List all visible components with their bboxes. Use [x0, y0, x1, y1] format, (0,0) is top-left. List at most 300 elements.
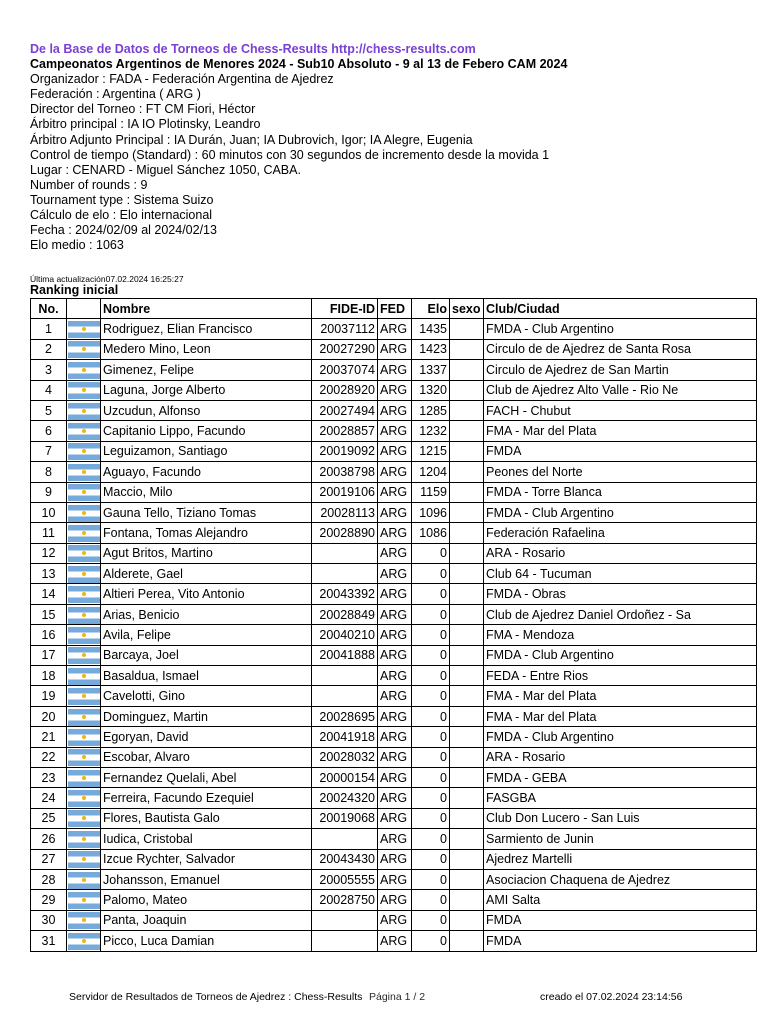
argentina-flag-icon	[68, 627, 100, 644]
cell-no: 18	[31, 666, 67, 686]
cell-club: Circulo de de Ajedrez de Santa Rosa	[484, 339, 757, 359]
cell-club: FMDA - Club Argentino	[484, 727, 757, 747]
cell-sexo	[450, 849, 484, 869]
cell-flag	[67, 584, 101, 604]
cell-flag	[67, 543, 101, 563]
cell-club: FMA - Mar del Plata	[484, 706, 757, 726]
cell-flag	[67, 910, 101, 930]
argentina-flag-icon	[68, 709, 100, 726]
cell-flag	[67, 767, 101, 787]
cell-name: Palomo, Mateo	[101, 890, 312, 910]
cell-flag	[67, 421, 101, 441]
cell-no: 1	[31, 319, 67, 339]
site-link-line[interactable]: De la Base de Datos de Torneos de Chess-Results http://chess-results.com	[30, 42, 476, 56]
argentina-flag-icon	[68, 586, 100, 603]
cell-flag	[67, 441, 101, 461]
cell-club: Club Don Lucero - San Luis	[484, 808, 757, 828]
cell-fide-id: 20041888	[312, 645, 378, 665]
cell-sexo	[450, 523, 484, 543]
table-row	[31, 543, 757, 563]
tournament-title: Campeonatos Argentinos de Menores 2024 - Sub10 Absoluto - 9 al 13 de Febero CAM 2024	[30, 57, 568, 72]
cell-elo: 0	[412, 869, 450, 889]
section-title: Ranking inicial	[30, 283, 119, 297]
cell-flag	[67, 523, 101, 543]
cell-club: FMDA	[484, 910, 757, 930]
cell-sexo	[450, 808, 484, 828]
cell-name: Iudica, Cristobal	[101, 829, 312, 849]
info-time-control: Control de tiempo (Standard) : 60 minutos con 30 segundos de incremento desde la movida 1	[30, 147, 550, 162]
table-row	[31, 625, 757, 645]
cell-flag	[67, 849, 101, 869]
cell-fed: ARG	[378, 502, 412, 522]
cell-sexo	[450, 686, 484, 706]
cell-club: Ajedrez Martelli	[484, 849, 757, 869]
cell-sexo	[450, 869, 484, 889]
cell-sexo	[450, 482, 484, 502]
cell-flag	[67, 706, 101, 726]
cell-sexo	[450, 584, 484, 604]
cell-elo: 1204	[412, 462, 450, 482]
table-row	[31, 686, 757, 706]
cell-name: Uzcudun, Alfonso	[101, 400, 312, 420]
cell-sexo	[450, 767, 484, 787]
cell-no: 28	[31, 869, 67, 889]
table-row	[31, 747, 757, 767]
cell-name: Leguizamon, Santiago	[101, 441, 312, 461]
table-row	[31, 767, 757, 787]
last-update: Última actualización07.02.2024 16:25:27	[30, 274, 184, 284]
cell-no: 20	[31, 706, 67, 726]
cell-elo: 1159	[412, 482, 450, 502]
cell-fide-id: 20028890	[312, 523, 378, 543]
argentina-flag-icon	[68, 810, 100, 827]
table-row	[31, 400, 757, 420]
cell-fide-id: 20038798	[312, 462, 378, 482]
cell-name: Flores, Bautista Galo	[101, 808, 312, 828]
cell-elo: 1320	[412, 380, 450, 400]
cell-fide-id	[312, 910, 378, 930]
cell-fed: ARG	[378, 360, 412, 380]
info-elo-calculation: Cálculo de elo : Elo internacional	[30, 208, 213, 223]
cell-flag	[67, 482, 101, 502]
cell-sexo	[450, 400, 484, 420]
cell-club: Asociacion Chaquena de Ajedrez	[484, 869, 757, 889]
cell-name: Fernandez Quelali, Abel	[101, 767, 312, 787]
cell-elo: 0	[412, 910, 450, 930]
argentina-flag-icon	[68, 668, 100, 685]
table-row	[31, 564, 757, 584]
cell-club: AMI Salta	[484, 890, 757, 910]
cell-flag	[67, 788, 101, 808]
cell-fed: ARG	[378, 462, 412, 482]
cell-no: 25	[31, 808, 67, 828]
cell-elo: 0	[412, 564, 450, 584]
cell-name: Maccio, Milo	[101, 482, 312, 502]
cell-elo: 0	[412, 604, 450, 624]
cell-name: Medero Mino, Leon	[101, 339, 312, 359]
cell-name: Cavelotti, Gino	[101, 686, 312, 706]
cell-name: Picco, Luca Damian	[101, 931, 312, 951]
cell-fide-id	[312, 564, 378, 584]
cell-no: 27	[31, 849, 67, 869]
cell-fed: ARG	[378, 747, 412, 767]
cell-fed: ARG	[378, 767, 412, 787]
cell-fide-id: 20000154	[312, 767, 378, 787]
table-row	[31, 849, 757, 869]
table-row	[31, 645, 757, 665]
cell-fide-id	[312, 543, 378, 563]
argentina-flag-icon	[68, 770, 100, 787]
cell-sexo	[450, 625, 484, 645]
col-header-club: Club/Ciudad	[484, 299, 757, 319]
info-date: Fecha : 2024/02/09 al 2024/02/13	[30, 223, 217, 238]
cell-club: FMDA - Torre Blanca	[484, 482, 757, 502]
argentina-flag-icon	[68, 892, 100, 909]
cell-sexo	[450, 339, 484, 359]
cell-no: 21	[31, 727, 67, 747]
cell-elo: 1285	[412, 400, 450, 420]
cell-no: 12	[31, 543, 67, 563]
cell-name: Escobar, Alvaro	[101, 747, 312, 767]
cell-no: 23	[31, 767, 67, 787]
table-row	[31, 910, 757, 930]
cell-flag	[67, 462, 101, 482]
table-row	[31, 441, 757, 461]
footer-page-number: Página 1 / 2	[369, 991, 426, 1003]
argentina-flag-icon	[68, 505, 100, 522]
cell-elo: 0	[412, 788, 450, 808]
cell-elo: 0	[412, 543, 450, 563]
cell-name: Izcue Rychter, Salvador	[101, 849, 312, 869]
cell-no: 14	[31, 584, 67, 604]
cell-flag	[67, 380, 101, 400]
argentina-flag-icon	[68, 403, 100, 420]
table-row	[31, 523, 757, 543]
argentina-flag-icon	[68, 545, 100, 562]
table-row	[31, 727, 757, 747]
cell-fide-id: 20037074	[312, 360, 378, 380]
table-row	[31, 706, 757, 726]
cell-fed: ARG	[378, 319, 412, 339]
cell-no: 24	[31, 788, 67, 808]
cell-flag	[67, 339, 101, 359]
cell-elo: 1086	[412, 523, 450, 543]
cell-sexo	[450, 788, 484, 808]
cell-elo: 1423	[412, 339, 450, 359]
argentina-flag-icon	[68, 362, 100, 379]
cell-elo: 0	[412, 625, 450, 645]
argentina-flag-icon	[68, 688, 100, 705]
cell-sexo	[450, 441, 484, 461]
cell-club: Circulo de Ajedrez de San Martin	[484, 360, 757, 380]
cell-fide-id	[312, 686, 378, 706]
cell-no: 22	[31, 747, 67, 767]
cell-no: 17	[31, 645, 67, 665]
cell-sexo	[450, 604, 484, 624]
cell-club: ARA - Rosario	[484, 543, 757, 563]
cell-elo: 0	[412, 829, 450, 849]
info-organizer: Organizador : FADA - Federación Argentina de Ajedrez	[30, 72, 334, 87]
cell-no: 16	[31, 625, 67, 645]
cell-name: Laguna, Jorge Alberto	[101, 380, 312, 400]
cell-name: Gimenez, Felipe	[101, 360, 312, 380]
cell-name: Ferreira, Facundo Ezequiel	[101, 788, 312, 808]
cell-elo: 0	[412, 890, 450, 910]
argentina-flag-icon	[68, 341, 100, 358]
cell-no: 8	[31, 462, 67, 482]
cell-sexo	[450, 829, 484, 849]
cell-fide-id: 20043430	[312, 849, 378, 869]
argentina-flag-icon	[68, 566, 100, 583]
info-director: Director del Torneo : FT CM Fiori, Héctor	[30, 102, 256, 117]
cell-fed: ARG	[378, 441, 412, 461]
table-row	[31, 604, 757, 624]
cell-fed: ARG	[378, 339, 412, 359]
cell-elo: 0	[412, 645, 450, 665]
cell-fed: ARG	[378, 400, 412, 420]
cell-fed: ARG	[378, 869, 412, 889]
cell-fide-id: 20028032	[312, 747, 378, 767]
argentina-flag-icon	[68, 525, 100, 542]
cell-club: Peones del Norte	[484, 462, 757, 482]
cell-fed: ARG	[378, 482, 412, 502]
cell-sexo	[450, 931, 484, 951]
argentina-flag-icon	[68, 831, 100, 848]
table-row	[31, 421, 757, 441]
cell-no: 13	[31, 564, 67, 584]
argentina-flag-icon	[68, 749, 100, 766]
cell-elo: 1232	[412, 421, 450, 441]
argentina-flag-icon	[68, 321, 100, 338]
cell-fide-id: 20019106	[312, 482, 378, 502]
argentina-flag-icon	[68, 729, 100, 746]
cell-club: FMDA - Club Argentino	[484, 645, 757, 665]
cell-elo: 0	[412, 686, 450, 706]
footer-server-text: Servidor de Resultados de Torneos de Ajedrez : Chess-Results	[69, 991, 363, 1003]
ranking-table	[30, 298, 757, 952]
cell-club: FMDA - Club Argentino	[484, 502, 757, 522]
cell-fide-id: 20028113	[312, 502, 378, 522]
table-row	[31, 380, 757, 400]
cell-club: FMA - Mar del Plata	[484, 421, 757, 441]
cell-sexo	[450, 890, 484, 910]
cell-sexo	[450, 380, 484, 400]
cell-fide-id: 20028750	[312, 890, 378, 910]
cell-sexo	[450, 727, 484, 747]
cell-elo: 1096	[412, 502, 450, 522]
col-header-flag	[67, 299, 101, 319]
cell-name: Egoryan, David	[101, 727, 312, 747]
cell-elo: 0	[412, 727, 450, 747]
cell-fed: ARG	[378, 604, 412, 624]
argentina-flag-icon	[68, 647, 100, 664]
col-header-fide-id: FIDE-ID	[312, 299, 378, 319]
argentina-flag-icon	[68, 607, 100, 624]
cell-no: 6	[31, 421, 67, 441]
cell-name: Barcaya, Joel	[101, 645, 312, 665]
cell-club: ARA - Rosario	[484, 747, 757, 767]
cell-club: Club 64 - Tucuman	[484, 564, 757, 584]
cell-elo: 1435	[412, 319, 450, 339]
cell-no: 29	[31, 890, 67, 910]
cell-sexo	[450, 706, 484, 726]
cell-fide-id: 20019068	[312, 808, 378, 828]
table-row	[31, 788, 757, 808]
cell-flag	[67, 360, 101, 380]
cell-club: FACH - Chubut	[484, 400, 757, 420]
cell-fide-id: 20028857	[312, 421, 378, 441]
cell-fide-id: 20024320	[312, 788, 378, 808]
table-row	[31, 890, 757, 910]
cell-sexo	[450, 747, 484, 767]
table-row	[31, 829, 757, 849]
info-deputy-arbiters: Árbitro Adjunto Principal : IA Durán, Juan; IA Dubrovich, Igor; IA Alegre, Eugenia	[30, 132, 473, 147]
cell-sexo	[450, 421, 484, 441]
cell-fed: ARG	[378, 829, 412, 849]
cell-sexo	[450, 666, 484, 686]
cell-club: FMDA - Obras	[484, 584, 757, 604]
cell-fed: ARG	[378, 890, 412, 910]
cell-fide-id: 20040210	[312, 625, 378, 645]
cell-club: FMDA - Club Argentino	[484, 319, 757, 339]
cell-club: FASGBA	[484, 788, 757, 808]
cell-sexo	[450, 502, 484, 522]
cell-fide-id	[312, 931, 378, 951]
cell-elo: 0	[412, 931, 450, 951]
table-row	[31, 666, 757, 686]
cell-flag	[67, 747, 101, 767]
cell-fed: ARG	[378, 910, 412, 930]
cell-name: Gauna Tello, Tiziano Tomas	[101, 502, 312, 522]
cell-elo: 0	[412, 767, 450, 787]
argentina-flag-icon	[68, 443, 100, 460]
cell-no: 2	[31, 339, 67, 359]
cell-name: Fontana, Tomas Alejandro	[101, 523, 312, 543]
cell-flag	[67, 502, 101, 522]
cell-fed: ARG	[378, 523, 412, 543]
cell-fed: ARG	[378, 543, 412, 563]
argentina-flag-icon	[68, 933, 100, 950]
cell-elo: 0	[412, 584, 450, 604]
cell-club: FMA - Mendoza	[484, 625, 757, 645]
cell-name: Panta, Joaquin	[101, 910, 312, 930]
info-tournament-type: Tournament type : Sistema Suizo	[30, 192, 214, 207]
cell-fide-id	[312, 666, 378, 686]
cell-name: Basaldua, Ismael	[101, 666, 312, 686]
cell-club: Federación Rafaelina	[484, 523, 757, 543]
argentina-flag-icon	[68, 872, 100, 889]
cell-fed: ARG	[378, 686, 412, 706]
cell-no: 26	[31, 829, 67, 849]
cell-fide-id: 20041918	[312, 727, 378, 747]
table-row	[31, 869, 757, 889]
info-average-elo: Elo medio : 1063	[30, 238, 124, 253]
cell-fed: ARG	[378, 727, 412, 747]
cell-flag	[67, 604, 101, 624]
cell-no: 7	[31, 441, 67, 461]
cell-name: Altieri Perea, Vito Antonio	[101, 584, 312, 604]
cell-name: Capitanio Lippo, Facundo	[101, 421, 312, 441]
table-row	[31, 584, 757, 604]
cell-club: Club de Ajedrez Alto Valle - Rio Ne	[484, 380, 757, 400]
cell-elo: 0	[412, 706, 450, 726]
info-federation: Federación : Argentina ( ARG )	[30, 87, 201, 102]
argentina-flag-icon	[68, 851, 100, 868]
cell-elo: 0	[412, 849, 450, 869]
cell-club: Sarmiento de Junin	[484, 829, 757, 849]
cell-club: FMDA	[484, 441, 757, 461]
col-header-elo: Elo	[412, 299, 450, 319]
info-rounds: Number of rounds : 9	[30, 177, 148, 192]
cell-flag	[67, 890, 101, 910]
table-body	[31, 319, 757, 951]
cell-name: Johansson, Emanuel	[101, 869, 312, 889]
cell-fed: ARG	[378, 380, 412, 400]
cell-name: Rodriguez, Elian Francisco	[101, 319, 312, 339]
cell-fide-id: 20019092	[312, 441, 378, 461]
cell-no: 4	[31, 380, 67, 400]
cell-flag	[67, 931, 101, 951]
argentina-flag-icon	[68, 484, 100, 501]
info-venue: Lugar : CENARD - Miguel Sánchez 1050, CABA.	[30, 162, 301, 177]
cell-flag	[67, 645, 101, 665]
cell-fide-id: 20043392	[312, 584, 378, 604]
cell-no: 10	[31, 502, 67, 522]
cell-flag	[67, 625, 101, 645]
cell-club: FEDA - Entre Rios	[484, 666, 757, 686]
cell-name: Dominguez, Martin	[101, 706, 312, 726]
argentina-flag-icon	[68, 464, 100, 481]
cell-fide-id	[312, 829, 378, 849]
argentina-flag-icon	[68, 382, 100, 399]
cell-flag	[67, 400, 101, 420]
table-row	[31, 462, 757, 482]
cell-sexo	[450, 564, 484, 584]
cell-name: Avila, Felipe	[101, 625, 312, 645]
cell-sexo	[450, 319, 484, 339]
cell-elo: 0	[412, 808, 450, 828]
cell-fed: ARG	[378, 421, 412, 441]
cell-no: 30	[31, 910, 67, 930]
cell-no: 5	[31, 400, 67, 420]
cell-club: FMDA	[484, 931, 757, 951]
cell-flag	[67, 869, 101, 889]
cell-no: 31	[31, 931, 67, 951]
cell-sexo	[450, 462, 484, 482]
cell-fed: ARG	[378, 564, 412, 584]
table-row	[31, 319, 757, 339]
cell-fide-id: 20037112	[312, 319, 378, 339]
cell-name: Agut Britos, Martino	[101, 543, 312, 563]
cell-fed: ARG	[378, 931, 412, 951]
cell-fide-id: 20028695	[312, 706, 378, 726]
cell-fed: ARG	[378, 706, 412, 726]
cell-fed: ARG	[378, 849, 412, 869]
col-header-no: No.	[31, 299, 67, 319]
cell-flag	[67, 829, 101, 849]
cell-fide-id: 20027494	[312, 400, 378, 420]
col-header-sexo: sexo	[450, 299, 484, 319]
cell-no: 19	[31, 686, 67, 706]
cell-flag	[67, 666, 101, 686]
cell-name: Arias, Benicio	[101, 604, 312, 624]
table-row	[31, 360, 757, 380]
cell-sexo	[450, 543, 484, 563]
cell-fide-id: 20027290	[312, 339, 378, 359]
footer-created-date: creado el 07.02.2024 23:14:56	[540, 991, 683, 1003]
cell-sexo	[450, 910, 484, 930]
cell-flag	[67, 808, 101, 828]
